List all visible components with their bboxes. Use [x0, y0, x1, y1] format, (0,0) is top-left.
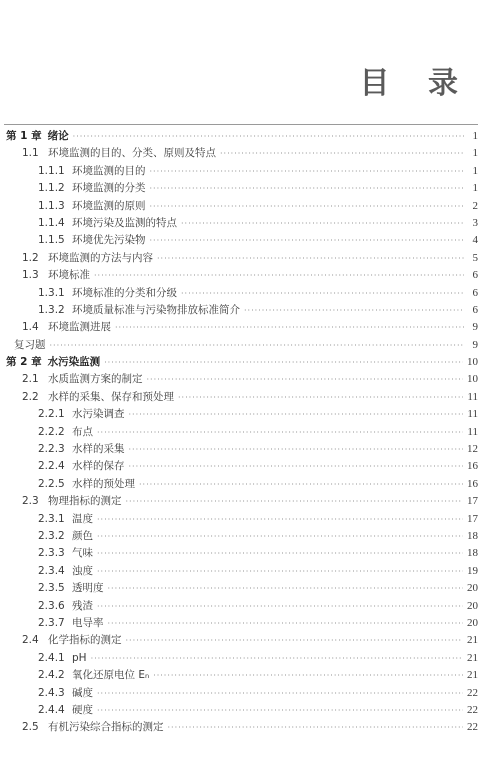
- toc-entry-number: 1.1.2: [38, 182, 65, 195]
- toc-entry-page: 12: [467, 443, 478, 456]
- toc-entry[interactable]: [0, 267, 478, 284]
- dot-leader: [139, 476, 463, 493]
- toc-entry-number: 第 1 章: [6, 130, 42, 142]
- toc-entry-title: 水样的预处理: [72, 477, 135, 490]
- toc-entry-title: 温度: [72, 512, 93, 525]
- toc-entry-number: 2.4: [22, 634, 39, 647]
- toc-chapter-entry[interactable]: [0, 354, 478, 371]
- toc-entry-page: 20: [467, 582, 478, 595]
- toc-entry-page: 3: [472, 216, 478, 229]
- toc-entry-page: 16: [467, 477, 478, 490]
- dot-leader: [129, 406, 464, 423]
- dot-leader: [73, 128, 464, 145]
- toc-entry-page: 21: [467, 669, 478, 682]
- toc-entry-number: 2.3.6: [38, 599, 65, 612]
- toc-entry-page: 22: [467, 721, 478, 734]
- toc-entry-number: 2.2: [22, 390, 39, 403]
- toc-entry-page: 6: [472, 286, 478, 299]
- toc-entry-page: 1: [472, 164, 478, 177]
- toc-entry-title: 颜色: [72, 529, 93, 542]
- toc-entry-title: 绪论: [47, 130, 69, 142]
- dot-leader: [97, 545, 463, 562]
- toc-entry-page: 17: [467, 512, 478, 525]
- toc-entry[interactable]: [0, 528, 478, 545]
- toc-entry-title: 碱度: [72, 686, 93, 699]
- toc-entry-title: 电导率: [72, 616, 104, 629]
- toc-entry-title: 水质监测方案的制定: [48, 373, 143, 386]
- toc-entry[interactable]: [0, 302, 478, 319]
- toc-entry[interactable]: [0, 406, 478, 423]
- dot-leader: [97, 563, 463, 580]
- toc-entry-title: 透明度: [72, 582, 104, 595]
- toc-entry-title: 布点: [72, 425, 93, 438]
- toc-entry-title: 环境标准的分类和分级: [72, 286, 177, 299]
- dot-leader: [97, 528, 463, 545]
- toc-entry-number: 2.4.1: [38, 651, 65, 664]
- toc-entry-number: 2.4.2: [38, 669, 65, 682]
- dot-leader: [97, 685, 463, 702]
- toc-entry-title: 化学指标的测定: [48, 634, 122, 647]
- toc-entry[interactable]: [0, 685, 478, 702]
- toc-entry-number: 2.3.1: [38, 512, 65, 525]
- toc-chapter-entry[interactable]: [0, 128, 478, 145]
- toc-entry-number: 2.3: [22, 495, 39, 508]
- toc-entry[interactable]: [0, 250, 478, 267]
- toc-entry[interactable]: [0, 163, 478, 180]
- dot-leader: [147, 371, 464, 388]
- toc-entry-page: 11: [467, 408, 478, 421]
- toc-entry-title: 环境监测的目的: [72, 164, 146, 177]
- toc-entry-number: 2.5: [22, 721, 39, 734]
- toc-entry-title: 水污染监测: [47, 356, 101, 369]
- toc-entry[interactable]: [0, 441, 478, 458]
- dot-leader: [181, 215, 464, 232]
- toc-entry-title: 残渣: [72, 599, 93, 612]
- toc-entry[interactable]: [0, 563, 478, 580]
- toc-entry-number: 2.3.5: [38, 582, 65, 595]
- toc-entry[interactable]: [0, 580, 478, 597]
- toc-entry-number: 1.3.1: [38, 286, 65, 299]
- toc-entry-page: 6: [472, 303, 478, 316]
- toc-entry[interactable]: [0, 215, 478, 232]
- toc-entry-page: 10: [467, 373, 478, 386]
- toc-entry-number: 1.1: [22, 147, 39, 160]
- toc-entry-number: 1.4: [22, 321, 39, 334]
- toc-entry-number: 2.3.2: [38, 529, 65, 542]
- toc-entry[interactable]: [0, 598, 478, 615]
- toc-entry-title: 环境监测的方法与内容: [48, 251, 153, 264]
- toc-entry-page: 18: [467, 529, 478, 542]
- toc-entry-title: 浊度: [72, 564, 93, 577]
- toc-entry[interactable]: [0, 285, 478, 302]
- toc-entry-page: 10: [467, 356, 478, 369]
- toc-entry[interactable]: [0, 632, 478, 649]
- toc-entry-title: pH: [72, 651, 87, 664]
- table-of-contents: [0, 128, 478, 737]
- toc-entry-title: 有机污染综合指标的测定: [48, 721, 164, 734]
- toc-entry-title: 复习题: [14, 338, 46, 351]
- toc-entry-number: 1.1.5: [38, 234, 65, 247]
- toc-entry-number: 2.2.4: [38, 460, 65, 473]
- toc-entry-title: 水样的采集: [72, 443, 125, 456]
- toc-entry-page: 9: [472, 321, 478, 334]
- toc-entry-page: 19: [467, 564, 478, 577]
- toc-entry-title: 气味: [72, 547, 93, 560]
- toc-entry-number: 1.1.1: [38, 164, 65, 177]
- toc-entry[interactable]: [0, 719, 478, 736]
- dot-leader: [150, 180, 465, 197]
- dot-leader: [108, 580, 464, 597]
- toc-entry[interactable]: [0, 667, 478, 684]
- dot-leader: [181, 285, 464, 302]
- toc-entry[interactable]: [0, 458, 478, 475]
- dot-leader: [97, 598, 463, 615]
- page-title: 目 录: [359, 66, 472, 101]
- toc-entry-number: 2.3.4: [38, 564, 65, 577]
- toc-entry[interactable]: [0, 615, 478, 632]
- toc-entry[interactable]: [0, 371, 478, 388]
- toc-entry[interactable]: [0, 650, 478, 667]
- toc-entry-title: 水样的采集、保存和预处理: [48, 390, 174, 403]
- toc-entry-title: 环境标准: [48, 269, 90, 282]
- toc-entry-page: 6: [472, 269, 478, 282]
- toc-entry-page: 1: [472, 147, 478, 160]
- toc-entry-title: 环境监测的分类: [72, 182, 146, 195]
- toc-entry-page: 4: [472, 234, 478, 247]
- toc-entry-number: 2.3.3: [38, 547, 65, 560]
- dot-leader: [50, 337, 465, 354]
- toc-entry-title: 环境污染及监测的特点: [72, 216, 177, 229]
- toc-entry-page: 11: [467, 390, 478, 403]
- toc-entry-title: 水污染调查: [72, 408, 125, 421]
- toc-entry[interactable]: [0, 702, 478, 719]
- dot-leader: [97, 424, 463, 441]
- toc-entry-number: 2.2.2: [38, 425, 65, 438]
- toc-entry-title: 环境质量标准与污染物排放标准简介: [72, 303, 240, 316]
- toc-entry-page: 22: [467, 686, 478, 699]
- toc-entry-number: 1.3: [22, 269, 39, 282]
- dot-leader: [108, 615, 464, 632]
- dot-leader: [244, 302, 464, 319]
- toc-entry[interactable]: [0, 319, 478, 336]
- dot-leader: [150, 163, 465, 180]
- dot-leader: [168, 719, 464, 736]
- dot-leader: [153, 667, 463, 684]
- toc-entry[interactable]: [0, 180, 478, 197]
- toc-entry-title: 环境监测的目的、分类、原则及特点: [48, 147, 216, 160]
- toc-entry-number: 第 2 章: [6, 356, 42, 369]
- toc-entry-page: 9: [472, 338, 478, 351]
- toc-entry-page: 1: [472, 182, 478, 195]
- toc-entry-page: 18: [467, 547, 478, 560]
- toc-entry-page: 22: [467, 703, 478, 716]
- toc-entry[interactable]: [0, 511, 478, 528]
- toc-entry-title: 氧化还原电位 Eₙ: [72, 669, 150, 682]
- toc-entry-page: 11: [467, 425, 478, 438]
- dot-leader: [178, 389, 463, 406]
- dot-leader: [115, 319, 464, 336]
- toc-entry-title: 物理指标的测定: [48, 495, 122, 508]
- dot-leader: [126, 493, 464, 510]
- toc-entry-page: 2: [472, 199, 478, 212]
- toc-entry-title: 水样的保存: [72, 460, 125, 473]
- toc-entry-number: 2.2.1: [38, 408, 65, 421]
- dot-leader: [129, 441, 464, 458]
- dot-leader: [126, 632, 464, 649]
- toc-entry-title: 环境监测的原则: [72, 199, 146, 212]
- toc-entry[interactable]: [0, 145, 478, 162]
- toc-entry-page: 21: [467, 651, 478, 664]
- toc-entry-page: 20: [467, 599, 478, 612]
- toc-entry-page: 1: [472, 130, 478, 142]
- toc-entry[interactable]: [0, 232, 478, 249]
- dot-leader: [94, 267, 464, 284]
- dot-leader: [91, 650, 463, 667]
- toc-entry[interactable]: [0, 545, 478, 562]
- dot-leader: [157, 250, 464, 267]
- toc-entry-number: 1.2: [22, 251, 39, 264]
- toc-entry-title: 环境优先污染物: [72, 234, 146, 247]
- toc-entry-number: 2.1: [22, 373, 39, 386]
- toc-entry-number: 2.4.3: [38, 686, 65, 699]
- toc-entry-number: 2.2.5: [38, 477, 65, 490]
- toc-entry[interactable]: [0, 493, 478, 510]
- toc-entry[interactable]: [0, 389, 478, 406]
- toc-entry-number: 1.1.3: [38, 199, 65, 212]
- toc-entry-title: 环境监测进展: [48, 321, 111, 334]
- toc-entry-page: 17: [467, 495, 478, 508]
- toc-entry[interactable]: [0, 198, 478, 215]
- toc-entry[interactable]: [0, 337, 478, 354]
- toc-entry-page: 20: [467, 616, 478, 629]
- toc-entry-number: 2.4.4: [38, 703, 65, 716]
- dot-leader: [104, 354, 463, 371]
- dot-leader: [129, 458, 464, 475]
- toc-entry-page: 16: [467, 460, 478, 473]
- dot-leader: [150, 198, 465, 215]
- toc-entry-title: 硬度: [72, 703, 93, 716]
- dot-leader: [220, 145, 464, 162]
- toc-entry[interactable]: [0, 424, 478, 441]
- dot-leader: [97, 511, 463, 528]
- toc-entry-page: 21: [467, 634, 478, 647]
- toc-entry-number: 2.3.7: [38, 616, 65, 629]
- dot-leader: [150, 232, 465, 249]
- title-divider: [4, 124, 478, 125]
- toc-entry-page: 5: [472, 251, 478, 264]
- toc-entry[interactable]: [0, 476, 478, 493]
- toc-entry-number: 1.1.4: [38, 216, 65, 229]
- toc-entry-number: 1.3.2: [38, 303, 65, 316]
- dot-leader: [97, 702, 463, 719]
- toc-entry-number: 2.2.3: [38, 443, 65, 456]
